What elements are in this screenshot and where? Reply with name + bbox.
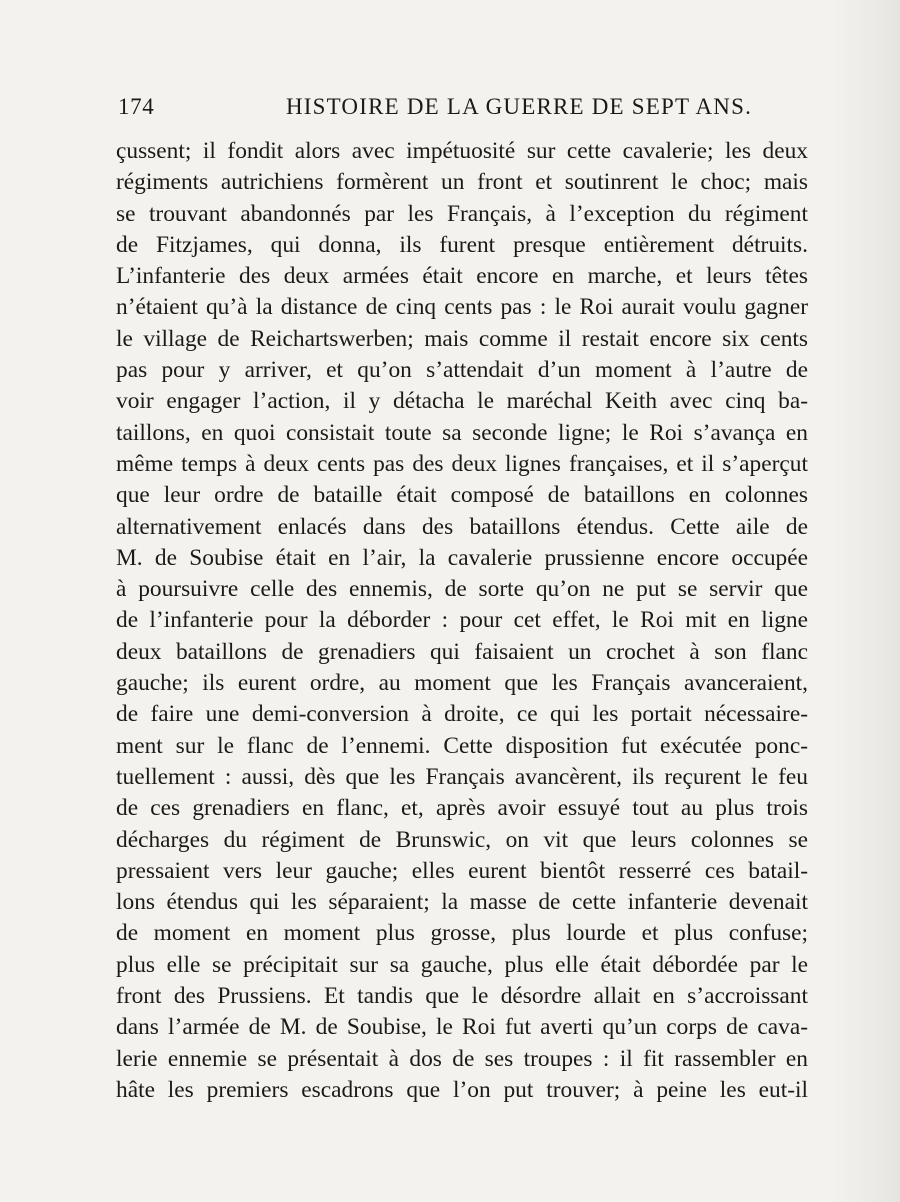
text-line: ment sur le flanc de l’ennemi. Cette disposition fut exécutée ponc- xyxy=(116,732,808,759)
text-line: alternativement enlacés dans des bataillons étendus. Cette aile de xyxy=(116,513,808,540)
running-head xyxy=(118,94,808,126)
text-line: de ces grenadiers en flanc, et, après avoir essuyé tout au plus trois xyxy=(116,795,808,822)
text-line: çussent; il fondit alors avec impétuosité sur cette cavalerie; les deux xyxy=(116,138,808,164)
text-line: pressaient vers leur gauche; elles eurent bientôt resserré ces batail- xyxy=(116,857,808,884)
text-line: dans l’armée de M. de Soubise, le Roi fut averti qu’un corps de cava- xyxy=(116,1014,808,1041)
text-line: deux bataillons de grenadiers qui faisaient un crochet à son flanc xyxy=(116,638,808,665)
text-line: gauche; ils eurent ordre, au moment que les Français avanceraient, xyxy=(116,670,808,697)
text-line: n’étaient qu’à la distance de cinq cents pas : le Roi aurait voulu gagner xyxy=(116,294,808,321)
text-line: voir engager l’action, il y détacha le maréchal Keith avec cinq ba- xyxy=(116,388,808,415)
text-line: hâte les premiers escadrons que l’on put trouver; à peine les eut-il xyxy=(116,1076,808,1103)
text-line: pas pour y arriver, et qu’on s’attendait d’un moment à l’autre de xyxy=(116,357,808,384)
text-line: décharges du régiment de Brunswic, on vit que leurs colonnes se xyxy=(116,826,808,853)
text-line: se trouvant abandonnés par les Français, à l’exception du régiment xyxy=(116,200,808,227)
text-line: que leur ordre de bataille était composé de bataillons en colonnes xyxy=(116,482,808,509)
text-line: lerie ennemie se présentait à dos de ses troupes : il fit rassembler en xyxy=(116,1045,808,1072)
text-line: front des Prussiens. Et tandis que le désordre allait en s’accroissant xyxy=(116,983,808,1010)
page-edge-shadow xyxy=(830,0,900,1202)
page-number: 174 xyxy=(118,94,155,119)
text-line: L’infanterie des deux armées était encore en marche, et leurs têtes xyxy=(116,263,808,290)
text-line: plus elle se précipitait sur sa gauche, plus elle était débordée par le xyxy=(116,951,808,978)
text-line: de faire une demi-conversion à droite, ce qui les portait nécessaire- xyxy=(116,701,808,728)
text-line: le village de Reichartswerben; mais comme il restait encore six cents xyxy=(116,325,808,352)
text-line: de l’infanterie pour la déborder : pour cet effet, le Roi mit en ligne xyxy=(116,607,808,634)
text-line: même temps à deux cents pas des deux lignes françaises, et il s’aperçut xyxy=(116,450,808,477)
running-title: HISTOIRE DE LA GUERRE DE SEPT ANS. xyxy=(285,94,753,119)
text-line: de Fitzjames, qui donna, ils furent presque entièrement détruits. xyxy=(116,231,808,258)
text-line: lons étendus qui les séparaient; la masse de cette infanterie devenait xyxy=(116,889,808,916)
text-line: de moment en moment plus grosse, plus lourde et plus confuse; xyxy=(116,920,808,947)
text-line: taillons, en quoi consistait toute sa seconde ligne; le Roi s’avança en xyxy=(116,419,808,446)
text-line: régiments autrichiens formèrent un front et soutinrent le choc; mais xyxy=(116,169,808,196)
body-text xyxy=(116,136,808,1106)
text-line: à poursuivre celle des ennemis, de sorte qu’on ne put se servir que xyxy=(116,576,808,603)
text-line: tuellement : aussi, dès que les Français avancèrent, ils reçurent le feu xyxy=(116,763,808,790)
text-line: M. de Soubise était en l’air, la cavalerie prussienne encore occupée xyxy=(116,544,808,571)
